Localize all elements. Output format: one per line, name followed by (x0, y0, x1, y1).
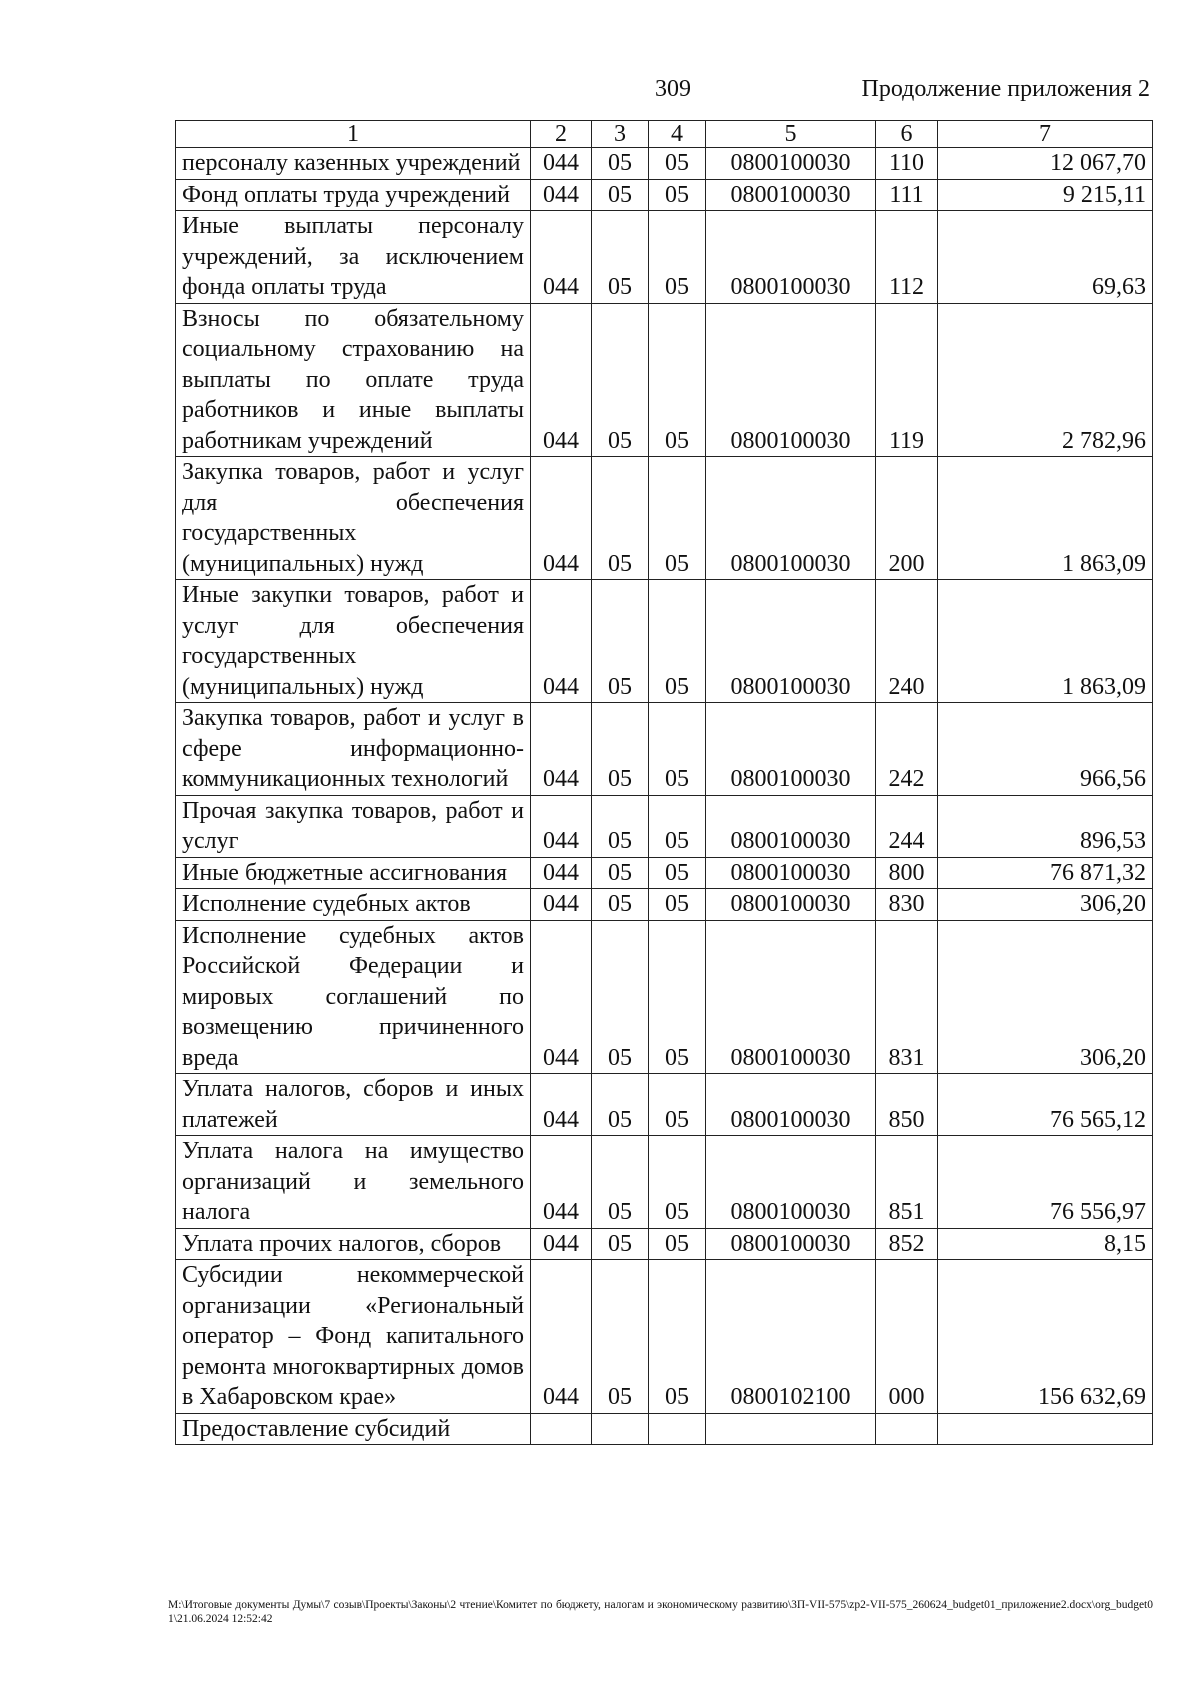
table-body (176, 148, 1153, 1445)
column-header: 1 (176, 121, 531, 148)
row-cell-c4: 05 (649, 920, 706, 1074)
row-cell-c5 (706, 1413, 876, 1445)
row-cell-c3 (592, 1413, 649, 1445)
row-name: Иные выплаты персоналу учреждений, за исключением фонда оплаты труда (176, 211, 531, 304)
row-cell-c7: 896,53 (938, 795, 1153, 857)
table-row (176, 457, 1153, 580)
row-cell-c7: 306,20 (938, 920, 1153, 1074)
table-row (176, 179, 1153, 211)
row-cell-c5: 0800100030 (706, 457, 876, 580)
row-cell-c3: 05 (592, 211, 649, 304)
row-cell-c7: 76 871,32 (938, 857, 1153, 889)
table-row (176, 1074, 1153, 1136)
table-row (176, 1413, 1153, 1445)
row-cell-c3: 05 (592, 179, 649, 211)
row-cell-c4: 05 (649, 303, 706, 457)
row-cell-c6: 242 (876, 703, 938, 796)
row-name: Уплата налогов, сборов и иных платежей (176, 1074, 531, 1136)
row-cell-c6: 244 (876, 795, 938, 857)
row-cell-c5: 0800100030 (706, 580, 876, 703)
row-cell-c6: 852 (876, 1228, 938, 1260)
row-cell-c5: 0800100030 (706, 179, 876, 211)
row-cell-c6: 000 (876, 1260, 938, 1414)
row-cell-c2: 044 (531, 857, 592, 889)
table-row (176, 920, 1153, 1074)
row-cell-c3: 05 (592, 1074, 649, 1136)
row-cell-c7: 8,15 (938, 1228, 1153, 1260)
row-cell-c5: 0800100030 (706, 148, 876, 180)
row-cell-c7: 76 556,97 (938, 1136, 1153, 1229)
row-cell-c4: 05 (649, 703, 706, 796)
row-cell-c5: 0800100030 (706, 857, 876, 889)
row-cell-c2 (531, 1413, 592, 1445)
table-row (176, 889, 1153, 921)
row-cell-c6: 831 (876, 920, 938, 1074)
row-cell-c2: 044 (531, 1228, 592, 1260)
row-name: Прочая закупка товаров, работ и услуг (176, 795, 531, 857)
row-cell-c7: 69,63 (938, 211, 1153, 304)
row-cell-c6: 111 (876, 179, 938, 211)
page-number: 309 (655, 76, 691, 102)
row-cell-c2: 044 (531, 889, 592, 921)
row-cell-c7: 966,56 (938, 703, 1153, 796)
row-cell-c5: 0800100030 (706, 211, 876, 304)
row-cell-c2: 044 (531, 703, 592, 796)
row-name: Иные закупки товаров, работ и услуг для обеспечения государственных (муниципальных) нужд (176, 580, 531, 703)
row-cell-c3: 05 (592, 1136, 649, 1229)
row-cell-c3: 05 (592, 148, 649, 180)
table-row (176, 211, 1153, 304)
table-row (176, 148, 1153, 180)
row-cell-c4: 05 (649, 179, 706, 211)
table-row (176, 795, 1153, 857)
row-name: Уплата прочих налогов, сборов (176, 1228, 531, 1260)
row-cell-c4: 05 (649, 457, 706, 580)
column-header: 7 (938, 121, 1153, 148)
row-cell-c4: 05 (649, 211, 706, 304)
row-name: Исполнение судебных актов Российской Федерации и мировых соглашений по возмещению причиненного вреда (176, 920, 531, 1074)
row-cell-c6: 112 (876, 211, 938, 304)
row-cell-c6: 800 (876, 857, 938, 889)
row-cell-c2: 044 (531, 211, 592, 304)
row-cell-c2: 044 (531, 920, 592, 1074)
table-row (176, 1260, 1153, 1414)
row-name: персоналу казенных учреждений (176, 148, 531, 180)
row-cell-c5: 0800100030 (706, 1074, 876, 1136)
row-cell-c5: 0800100030 (706, 1136, 876, 1229)
row-cell-c5: 0800100030 (706, 303, 876, 457)
row-cell-c6: 851 (876, 1136, 938, 1229)
row-cell-c7: 156 632,69 (938, 1260, 1153, 1414)
row-cell-c6: 240 (876, 580, 938, 703)
column-header: 4 (649, 121, 706, 148)
table-row (176, 703, 1153, 796)
column-header: 2 (531, 121, 592, 148)
budget-table (175, 120, 1153, 1445)
row-cell-c2: 044 (531, 457, 592, 580)
table-row (176, 303, 1153, 457)
row-cell-c6 (876, 1413, 938, 1445)
column-header: 5 (706, 121, 876, 148)
row-cell-c5: 0800100030 (706, 889, 876, 921)
column-header: 6 (876, 121, 938, 148)
table-row (176, 857, 1153, 889)
row-cell-c6: 830 (876, 889, 938, 921)
row-name: Закупка товаров, работ и услуг в сфере информационно-коммуникационных технологий (176, 703, 531, 796)
column-header: 3 (592, 121, 649, 148)
row-name: Фонд оплаты труда учреждений (176, 179, 531, 211)
row-cell-c4: 05 (649, 1228, 706, 1260)
row-cell-c4: 05 (649, 148, 706, 180)
row-cell-c4: 05 (649, 1136, 706, 1229)
row-name: Исполнение судебных актов (176, 889, 531, 921)
table-header-row (176, 121, 1153, 148)
row-cell-c5: 0800100030 (706, 703, 876, 796)
table-row (176, 1136, 1153, 1229)
row-cell-c3: 05 (592, 795, 649, 857)
row-cell-c5: 0800100030 (706, 920, 876, 1074)
row-cell-c7: 306,20 (938, 889, 1153, 921)
row-cell-c2: 044 (531, 795, 592, 857)
row-name: Взносы по обязательному социальному страхованию на выплаты по оплате труда работников и иные выплаты работникам учреждений (176, 303, 531, 457)
row-cell-c3: 05 (592, 857, 649, 889)
footer-file-path: M:\Итоговые документы Думы\7 созыв\Проекты\Законы\2 чтение\Комитет по бюджету, налогам и экономическому развитию\3П-VII-575\zp2-VII-575_260624_budget01_приложение2.docx\org_budget01\21.06.2024 12:52:42 (168, 1599, 1153, 1625)
row-cell-c3: 05 (592, 457, 649, 580)
row-cell-c7: 1 863,09 (938, 457, 1153, 580)
row-cell-c3: 05 (592, 889, 649, 921)
row-cell-c7: 12 067,70 (938, 148, 1153, 180)
row-cell-c3: 05 (592, 920, 649, 1074)
row-cell-c3: 05 (592, 1260, 649, 1414)
row-cell-c6: 110 (876, 148, 938, 180)
row-cell-c4 (649, 1413, 706, 1445)
row-cell-c2: 044 (531, 303, 592, 457)
row-cell-c5: 0800100030 (706, 1228, 876, 1260)
row-cell-c2: 044 (531, 148, 592, 180)
row-cell-c3: 05 (592, 1228, 649, 1260)
row-cell-c6: 850 (876, 1074, 938, 1136)
row-cell-c5: 0800102100 (706, 1260, 876, 1414)
table-row (176, 1228, 1153, 1260)
row-cell-c4: 05 (649, 1074, 706, 1136)
row-cell-c7: 9 215,11 (938, 179, 1153, 211)
table-row (176, 580, 1153, 703)
row-cell-c3: 05 (592, 703, 649, 796)
row-cell-c2: 044 (531, 1260, 592, 1414)
row-cell-c4: 05 (649, 857, 706, 889)
row-name: Закупка товаров, работ и услуг для обеспечения государственных (муниципальных) нужд (176, 457, 531, 580)
row-cell-c7: 76 565,12 (938, 1074, 1153, 1136)
row-cell-c2: 044 (531, 1136, 592, 1229)
row-cell-c4: 05 (649, 889, 706, 921)
row-cell-c7: 1 863,09 (938, 580, 1153, 703)
row-cell-c5: 0800100030 (706, 795, 876, 857)
row-name: Субсидии некоммерческой организации «Региональный оператор – Фонд капитального ремонта многоквартирных домов в Хабаровском крае» (176, 1260, 531, 1414)
row-cell-c2: 044 (531, 580, 592, 703)
row-cell-c2: 044 (531, 179, 592, 211)
row-name: Уплата налога на имущество организаций и земельного налога (176, 1136, 531, 1229)
row-cell-c3: 05 (592, 303, 649, 457)
row-cell-c7: 2 782,96 (938, 303, 1153, 457)
row-cell-c4: 05 (649, 580, 706, 703)
row-name: Предоставление субсидий (176, 1413, 531, 1445)
row-name: Иные бюджетные ассигнования (176, 857, 531, 889)
row-cell-c4: 05 (649, 1260, 706, 1414)
row-cell-c6: 200 (876, 457, 938, 580)
row-cell-c7 (938, 1413, 1153, 1445)
row-cell-c3: 05 (592, 580, 649, 703)
row-cell-c4: 05 (649, 795, 706, 857)
continuation-title: Продолжение приложения 2 (861, 76, 1150, 102)
row-cell-c6: 119 (876, 303, 938, 457)
row-cell-c2: 044 (531, 1074, 592, 1136)
